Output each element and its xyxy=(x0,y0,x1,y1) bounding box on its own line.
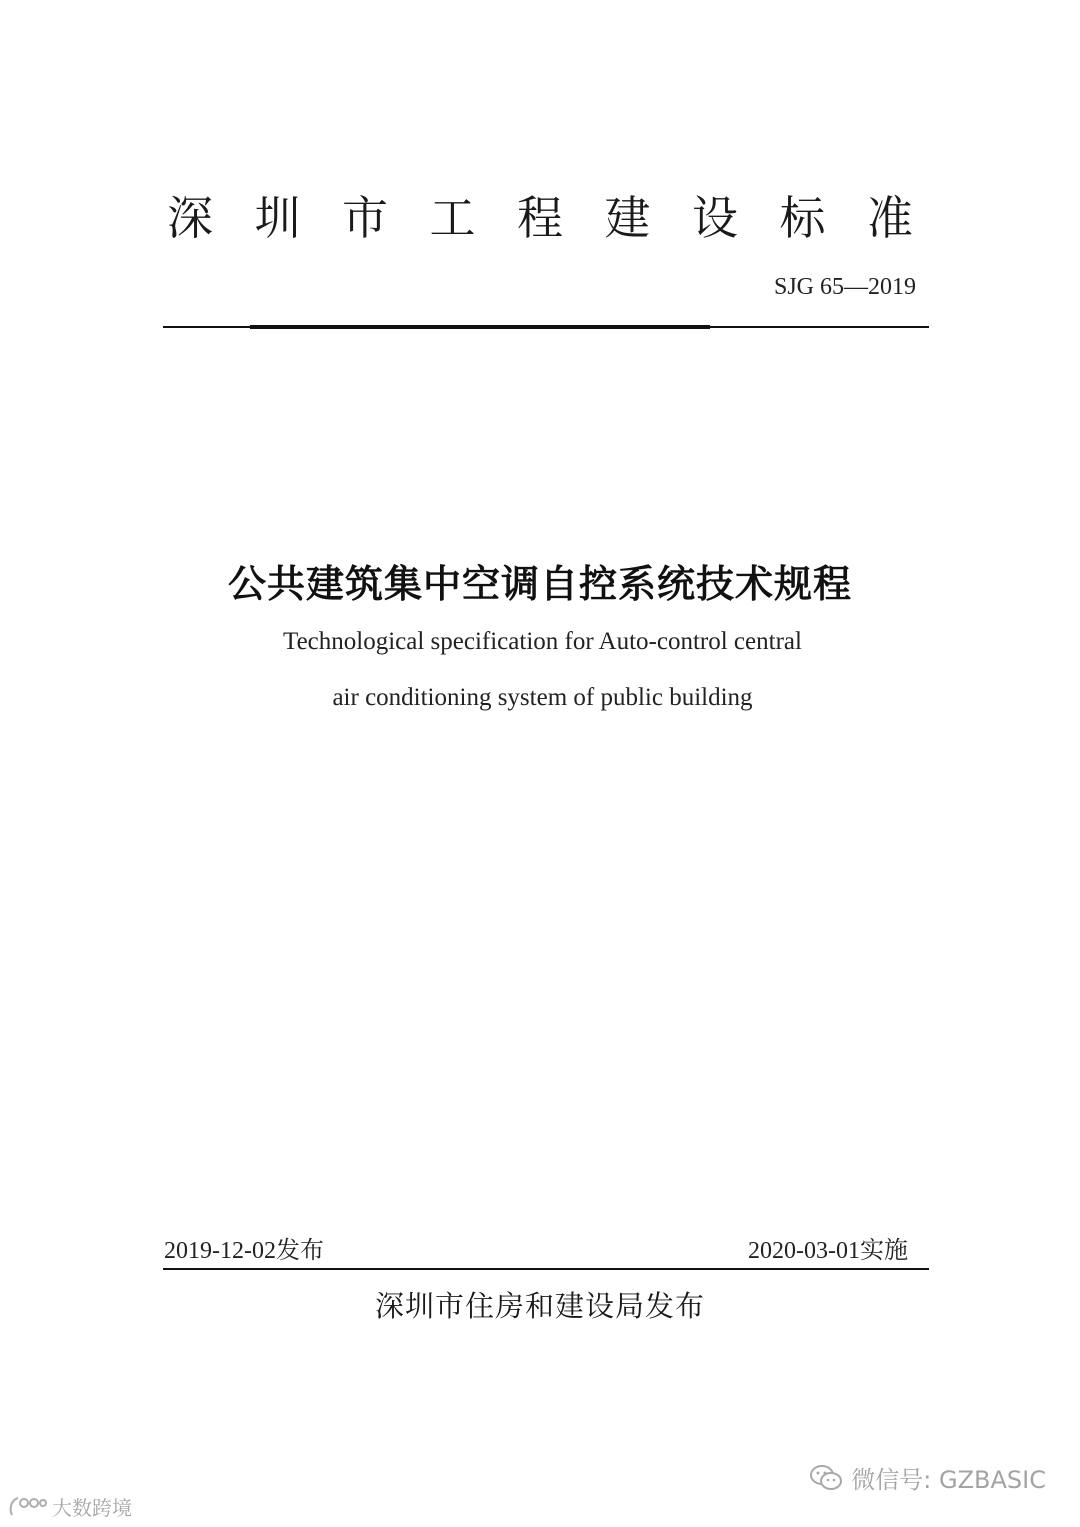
header-char: 市 xyxy=(342,191,388,245)
effective-date: 2020-03-01实施 xyxy=(748,1238,908,1264)
document-category-title xyxy=(160,188,920,248)
standard-code: SJG 65—2019 xyxy=(773,274,916,300)
header-char: 工 xyxy=(429,191,476,245)
document-title-en-line1: Technological specification for Auto-control central xyxy=(283,628,802,655)
watermark-wechat xyxy=(809,1460,1046,1495)
publisher: 深圳市住房和建设局发布 xyxy=(374,1289,705,1323)
header-char: 准 xyxy=(867,191,913,245)
watermark-brand xyxy=(8,1492,132,1521)
header-char: 圳 xyxy=(254,191,301,245)
header-divider-accent xyxy=(250,325,710,329)
document-title-cn: 公共建筑集中空调自控系统技术规程 xyxy=(227,562,852,606)
wechat-icon xyxy=(809,1463,843,1493)
brand-logo-icon xyxy=(8,1495,48,1519)
issue-date: 2019-12-02发布 xyxy=(164,1238,324,1264)
watermark-wechat-text: 微信号: GZBASIC xyxy=(851,1466,1046,1494)
watermark-brand-text: 大数跨境 xyxy=(52,1496,132,1520)
header-char: 程 xyxy=(517,191,563,245)
header-char: 标 xyxy=(779,191,826,245)
header-char: 深 xyxy=(167,191,213,245)
footer-divider xyxy=(163,1268,929,1270)
header-char: 设 xyxy=(692,191,738,245)
document-title-en-line2: air conditioning system of public building xyxy=(332,684,753,711)
header-char: 建 xyxy=(604,191,651,245)
